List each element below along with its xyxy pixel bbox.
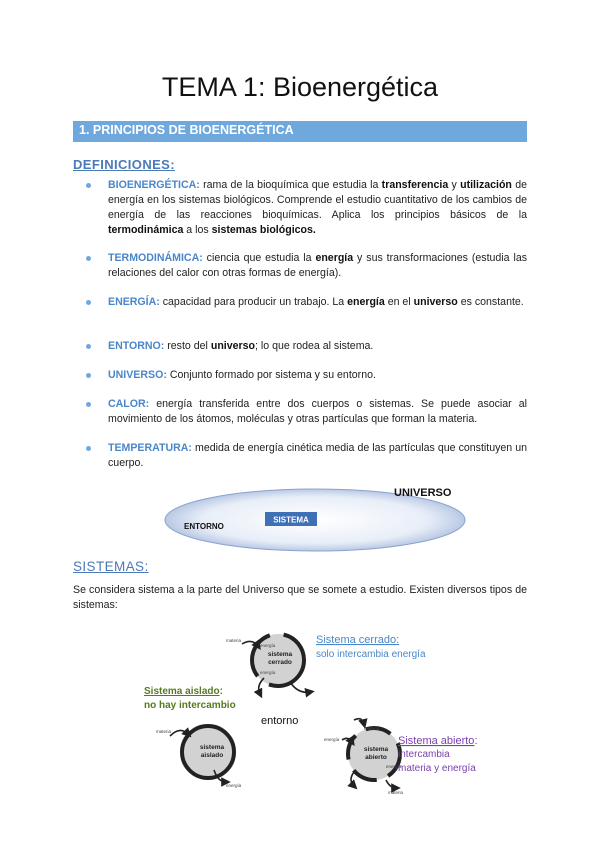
definition-bold: energía [315, 252, 354, 264]
bullet-icon [86, 373, 91, 378]
open-system-desc: materia y energía [398, 763, 476, 774]
closed-system-desc: solo intercambia energía [316, 649, 426, 660]
system-label: SISTEMA [273, 515, 309, 525]
isolated-system-inner-label: aislado [200, 752, 224, 759]
open-arrow [354, 719, 364, 724]
definition-term: BIOENERGÉTICA: [108, 179, 200, 191]
closed-out-label: energía [260, 670, 276, 675]
systems-heading: SISTEMAS: [73, 559, 149, 574]
definition-bold: universo [210, 340, 255, 352]
definition-text: capacidad para producir un trabajo. La [159, 296, 348, 308]
definition-text: y sus transformaciones (estudia las relaciones del calor con otras formas de energía). [108, 252, 528, 279]
isolated-system-desc: no hay intercambio [144, 700, 236, 711]
definition-item [90, 295, 527, 310]
section-header-label: 1. PRINCIPIOS DE BIOENERGÉTICA [79, 123, 294, 137]
definition-item [90, 368, 527, 383]
bullet-icon [86, 446, 91, 451]
open-system-inner-label: sistema [363, 746, 389, 753]
isolated-system-inner-label: sistema [199, 744, 225, 751]
definition-text: ciencia que estudia la [202, 252, 316, 264]
definition-text: en el [384, 296, 414, 308]
definition-text: Conjunto formado por sistema y su entorno. [166, 369, 376, 381]
closed-out-label: energía [260, 643, 276, 648]
definition-term: UNIVERSO: [108, 369, 167, 381]
definition-text: es constante. [457, 296, 524, 308]
definition-text: medida de energía cinética media de las partículas que constituyen un cuerpo. [108, 442, 527, 469]
universe-diagram [150, 478, 470, 554]
open-out-label: energía [386, 764, 402, 769]
definition-text: de energía en los sistemas biológicos. Comprende el estudio cuantitativo de los cambios de energía de las reacciones bioquímicas. Aplica los principios básicos de la [108, 179, 527, 221]
definition-text: a los [183, 224, 212, 236]
bullet-icon [86, 256, 91, 261]
open-system-inner-label: abierto [365, 754, 387, 761]
definition-item [90, 441, 527, 471]
definition-text: ; lo que rodea al sistema. [255, 340, 374, 352]
page-title: TEMA 1: Bioenergética [161, 72, 439, 102]
bullet-icon [86, 402, 91, 407]
open-system-diagram [324, 719, 478, 795]
bullet-icon [86, 183, 91, 188]
closed-system-title: Sistema cerrado: [316, 634, 400, 646]
universe-label: UNIVERSO [394, 487, 452, 499]
definition-bold: energía [347, 296, 385, 308]
closed-in-label: materia [226, 638, 242, 643]
open-arrow [386, 780, 396, 788]
definition-item [90, 339, 527, 354]
open-system-desc: intercambia [398, 749, 450, 760]
open-in-label: energía [324, 737, 340, 742]
definition-item [90, 251, 527, 281]
definition-term: TEMPERATURA: [108, 442, 192, 454]
definition-item [90, 178, 527, 238]
definition-item [90, 397, 527, 427]
environment-label: ENTORNO [184, 522, 224, 531]
closed-system-diagram [226, 634, 426, 694]
definition-bold: transferencia [381, 179, 449, 191]
definition-bold: sistemas biológicos. [211, 224, 316, 236]
open-in-label: materia [364, 726, 380, 731]
closed-system-inner-label: cerrado [268, 659, 292, 666]
definition-text: rama de la bioquímica que estudia la [199, 179, 382, 191]
open-system-title: Sistema abierto: [398, 735, 478, 747]
definitions-heading: DEFINICIONES: [73, 157, 175, 172]
definition-term: CALOR: [108, 398, 150, 410]
isolated-system-diagram [144, 686, 242, 788]
isolated-arrow [170, 730, 188, 736]
definition-text: resto del [164, 340, 211, 352]
definition-text: y [448, 179, 461, 191]
isolated-out-label: energía [226, 783, 242, 788]
systems-figure [140, 620, 500, 798]
open-out-label: materia [388, 790, 404, 795]
definition-bold: universo [413, 296, 458, 308]
isolated-system-title: Sistema aislado: [144, 686, 223, 697]
closed-system-inner-label: sistema [267, 651, 293, 658]
bullet-icon [86, 300, 91, 305]
definition-term: ENTORNO: [108, 340, 165, 352]
isolated-in-label: materia [156, 729, 172, 734]
open-arrow [351, 772, 354, 786]
definition-bold: termodinámica [108, 224, 184, 236]
definition-text: energía transferida entre dos cuerpos o sistemas. Se puede asociar al movimiento de los átomos, moléculas y otras partículas que forman la materia. [108, 398, 527, 425]
definition-term: TERMODINÁMICA: [108, 252, 203, 264]
environment-label: entorno [261, 715, 299, 727]
systems-intro: Se considera sistema a la parte del Universo que se somete a estudio. Existen diversos tipos de sistemas: [73, 584, 527, 611]
definition-bold: utilización [460, 179, 512, 191]
bullet-icon [86, 344, 91, 349]
definition-term: ENERGÍA: [108, 296, 160, 308]
